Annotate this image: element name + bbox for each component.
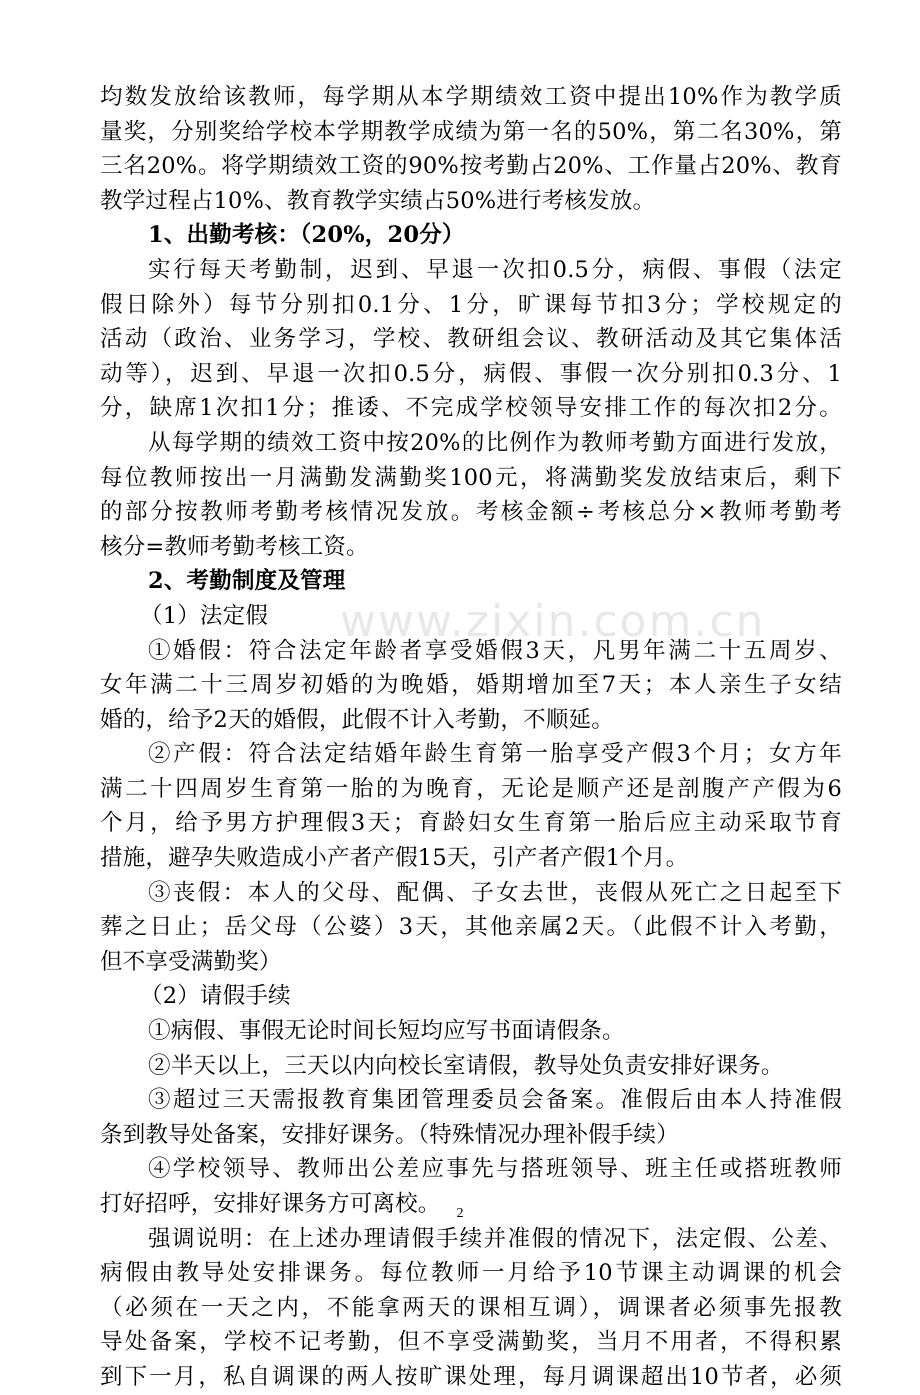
paragraph-line: 打好招呼，安排好课务方可离校。	[100, 1191, 441, 1217]
page-number: 2	[456, 1206, 464, 1221]
paragraph-line: 活动（政治、业务学习，学校、教研组会议、教研活动及其它集体活	[100, 326, 842, 353]
paragraph-line: 但不享受满勤奖）	[100, 948, 282, 975]
paragraph-line: 量奖，分别奖给学校本学期教学成绩为第一名的50%，第二名30%，第	[100, 118, 842, 145]
paragraph-line: 从每学期的绩效工资中按20%的比例作为教师考勤方面进行发放，	[148, 429, 842, 456]
paragraph-line: 均数发放给该教师，每学期从本学期绩效工资中提出10%作为教学质	[100, 84, 842, 110]
paragraph-line: 分，缺席1次扣1分；推诿、不完成学校领导安排工作的每次扣2分。	[100, 395, 842, 422]
paragraph-line: 葬之日止；岳父母（公婆）3天，其他亲属2天。（此假不计入考勤，	[100, 914, 842, 941]
paragraph-line: 个月，给予男方护理假3天；育龄妇女生育第一胎后应主动采取节育	[100, 810, 842, 837]
paragraph-line: ③丧假：本人的父母、配偶、子女去世，丧假从死亡之日起至下	[148, 879, 842, 906]
paragraph-line: ③超过三天需报教育集团管理委员会备案。准假后由本人持准假	[148, 1087, 842, 1114]
paragraph-line: （必须在一天之内，不能拿两天的课相互调），调课者必须事先报教	[100, 1294, 842, 1321]
paragraph-line: 假日除外）每节分别扣0.1分、1分，旷课每节扣3分；学校规定的	[100, 291, 842, 318]
paragraph-line: ②产假：符合法定结婚年龄生育第一胎享受产假3个月；女方年	[148, 741, 842, 768]
document-body	[100, 80, 842, 1395]
section-heading-attendance-rules: 2、考勤制度及管理	[148, 568, 346, 595]
paragraph-line: 到下一月，私自调课的两人按旷课处理，每月调课超出10节者，必须	[100, 1363, 842, 1390]
paragraph-line: 措施，避孕失败造成小产者产假15天，引产者产假1个月。	[100, 845, 689, 872]
section-heading-attendance: 1、出勤考核：（20%，20分）	[148, 222, 465, 249]
paragraph-line: 核分=教师考勤考核工资。	[100, 533, 369, 560]
paragraph-line: 的部分按教师考勤考核情况发放。考核金额÷考核总分×教师考勤考	[100, 499, 842, 526]
subsection-heading-leave-procedure: （2）请假手续	[140, 983, 291, 1010]
subsection-heading-statutory-leave: （1）法定假	[140, 602, 269, 629]
watermark: www.zixin.com.cn	[340, 596, 766, 647]
paragraph-line: 病假由教导处安排课务。每位教师一月给予10节课主动调课的机会	[100, 1260, 842, 1287]
paragraph-line: 导处备案，学校不记考勤，但不享受满勤奖，当月不用者，不得积累	[100, 1329, 842, 1356]
paragraph-line: ①病假、事假无论时间长短均应写书面请假条。	[148, 1018, 625, 1045]
paragraph-line: 教学过程占10%、教育教学实绩占50%进行考核发放。	[100, 187, 656, 214]
paragraph-line: ②半天以上，三天以内向校长室请假，教导处负责安排好课务。	[148, 1052, 784, 1079]
paragraph-line: 实行每天考勤制，迟到、早退一次扣0.5分，病假、事假（法定	[148, 256, 842, 283]
paragraph-line: ①婚假：符合法定年龄者享受婚假3天，凡男年满二十五周岁、	[148, 637, 842, 664]
paragraph-line: 每位教师按出一月满勤发满勤奖100元，将满勤奖发放结束后，剩下	[100, 464, 842, 491]
paragraph-line: 满二十四周岁生育第一胎的为晚育，无论是顺产还是剖腹产产假为6	[100, 775, 842, 802]
paragraph-line: 强调说明：在上述办理请假手续并准假的情况下，法定假、公差、	[148, 1225, 842, 1252]
paragraph-line: 女年满二十三周岁初婚的为晚婚，婚期增加至7天；本人亲生子女结	[100, 672, 842, 699]
paragraph-line: 三名20%。将学期绩效工资的90%按考勤占20%、工作量占20%、教育	[100, 153, 842, 180]
paragraph-line: 条到教导处备案，安排好课务。（特殊情况办理补假手续）	[100, 1121, 679, 1148]
paragraph-line: 婚的，给予2天的婚假，此假不计入考勤，不顺延。	[100, 706, 614, 733]
paragraph-line: ④学校领导、教师出公差应事先与搭班领导、班主任或搭班教师	[148, 1156, 842, 1183]
paragraph-line: 动等），迟到、早退一次扣0.5分，病假、事假一次分别扣0.3分、1	[100, 360, 842, 387]
